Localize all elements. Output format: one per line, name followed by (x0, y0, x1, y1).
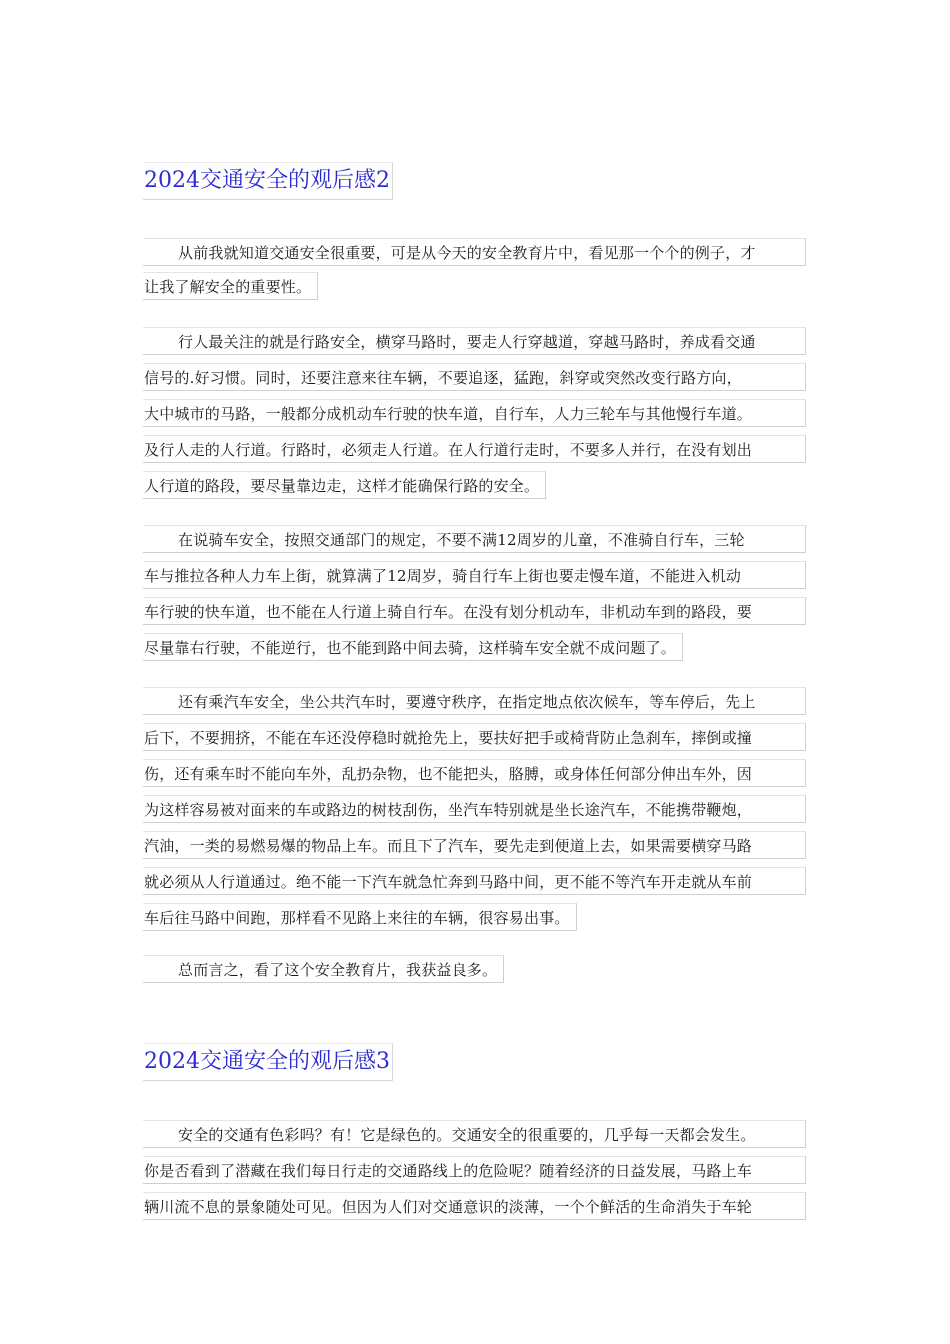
paragraph-line: 尽量靠右行驶，不能逆行，也不能到路中间去骑，这样骑车安全就不成问题了。 (143, 633, 683, 661)
paragraph-line: 后下，不要拥挤，不能在车还没停稳时就抢先上，要扶好把手或椅背防止急刹车，摔倒或撞 (143, 723, 806, 751)
section-heading: 2024交通安全的观后感3 (143, 1043, 393, 1081)
paragraph-line: 辆川流不息的景象随处可见。但因为人们对交通意识的淡薄，一个个鲜活的生命消失于车轮 (143, 1192, 806, 1220)
paragraph-line: 总而言之，看了这个安全教育片，我获益良多。 (143, 955, 504, 983)
paragraph-line: 还有乘汽车安全，坐公共汽车时，要遵守秩序，在指定地点依次候车，等车停后，先上 (143, 687, 806, 715)
paragraph-line: 从前我就知道交通安全很重要，可是从今天的安全教育片中，看见那一个个的例子，才 (143, 238, 806, 266)
paragraph-line: 车行驶的快车道，也不能在人行道上骑自行车。在没有划分机动车，非机动车到的路段，要 (143, 597, 806, 625)
paragraph-line: 安全的交通有色彩吗？有！它是绿色的。交通安全的很重要的，几乎每一天都会发生。 (143, 1120, 806, 1148)
paragraph-line: 为这样容易被对面来的车或路边的树枝刮伤，坐汽车特别就是坐长途汽车，不能携带鞭炮， (143, 795, 806, 823)
paragraph-line: 伤，还有乘车时不能向车外，乱扔杂物，也不能把头，胳膊，或身体任何部分伸出车外，因 (143, 759, 806, 787)
paragraph-line: 信号的.好习惯。同时，还要注意来往车辆，不要追逐，猛跑，斜穿或突然改变行路方向， (143, 363, 806, 391)
paragraph-line: 行人最关注的就是行路安全，横穿马路时，要走人行穿越道，穿越马路时，养成看交通 (143, 327, 806, 355)
paragraph-line: 你是否看到了潜藏在我们每日行走的交通路线上的危险呢？随着经济的日益发展，马路上车 (143, 1156, 806, 1184)
paragraph-line: 汽油，一类的易燃易爆的物品上车。而且下了汽车，要先走到便道上去，如果需要横穿马路 (143, 831, 806, 859)
paragraph-line: 及行人走的人行道。行路时，必须走人行道。在人行道行走时，不要多人并行，在没有划出 (143, 435, 806, 463)
paragraph-line: 在说骑车安全，按照交通部门的规定，不要不满12周岁的儿童，不准骑自行车，三轮 (143, 525, 806, 553)
paragraph-line: 车后往马路中间跑，那样看不见路上来往的车辆，很容易出事。 (143, 903, 577, 931)
paragraph-line: 大中城市的马路，一般都分成机动车行驶的快车道，自行车，人力三轮车与其他慢行车道。 (143, 399, 806, 427)
paragraph-line: 人行道的路段，要尽量靠边走，这样才能确保行路的安全。 (143, 471, 546, 499)
section-heading: 2024交通安全的观后感2 (143, 162, 393, 200)
paragraph-line: 车与推拉各种人力车上街，就算满了12周岁，骑自行车上街也要走慢车道，不能进入机动 (143, 561, 806, 589)
paragraph-line: 就必须从人行道通过。绝不能一下汽车就急忙奔到马路中间，更不能不等汽车开走就从车前 (143, 867, 806, 895)
paragraph-line: 让我了解安全的重要性。 (143, 272, 318, 300)
